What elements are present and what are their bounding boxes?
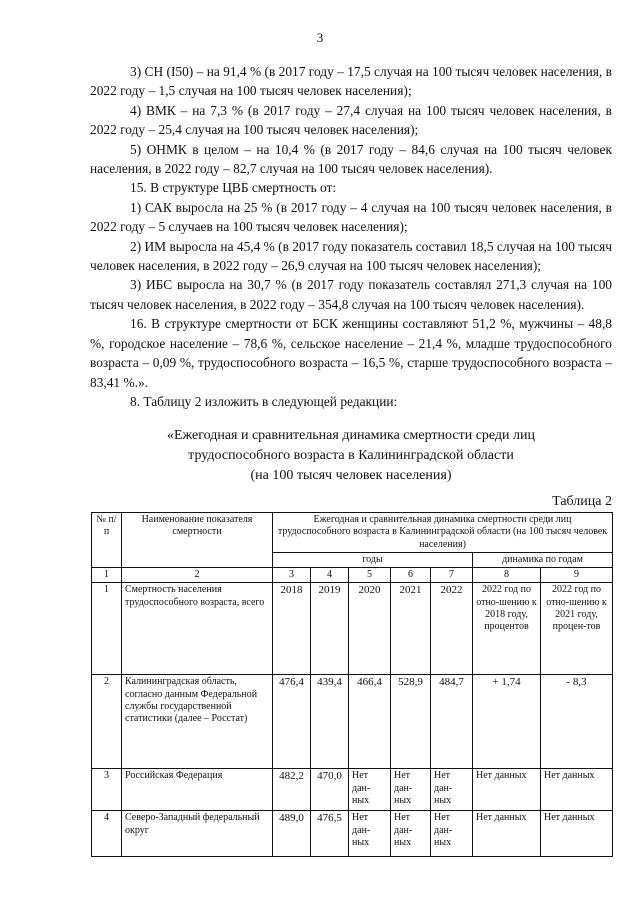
row-name: Смертность населения трудоспособного возраста, всего: [122, 583, 273, 675]
cell-2020: Нет дан-ных: [349, 811, 391, 857]
cell-2022: 2022: [431, 583, 473, 675]
paragraph: 3) СН (I50) – на 91,4 % (в 2017 году – 17,5 случая на 100 тысяч человек населения, в 2022 году – 1,5 случая на 100 тысяч человек населения);: [90, 64, 612, 99]
title-line: «Ежегодная и сравнительная динамика смертности среди лиц: [166, 428, 536, 443]
header-row: [92, 513, 613, 553]
col-number: 2: [122, 568, 273, 583]
cell-2018: 476,4: [273, 675, 311, 769]
col-number: 1: [92, 568, 122, 583]
cell-2021: Нет дан-ных: [391, 769, 431, 811]
paragraph: 3) ИБС выросла на 30,7 % (в 2017 году показатель составлял 271,3 случая на 100 тысяч человек населения, в 2022 году – 354,8 случая на 100 тысяч человек населения).: [90, 277, 612, 312]
mortality-table: [91, 512, 613, 857]
cell-2020: 466,4: [349, 675, 391, 769]
cell-2022: Нет дан-ных: [431, 811, 473, 857]
cell-2019: 2019: [311, 583, 349, 675]
col-number: 9: [541, 568, 613, 583]
col-number: 3: [273, 568, 311, 583]
col-number: 4: [311, 568, 349, 583]
cell-2020: Нет дан-ных: [349, 769, 391, 811]
cell-2022: Нет дан-ных: [431, 769, 473, 811]
paragraph: 8. Таблицу 2 изложить в следующей редакции:: [130, 393, 398, 409]
cell-dynamics-2018: Нет данных: [473, 811, 541, 857]
title-line: (на 100 тысяч человек населения): [250, 468, 452, 483]
paragraph: 4) ВМК – на 7,3 % (в 2017 году – 27,4 случая на 100 тысяч человек населения, в 2022 году – 25,4 случая на 100 тысяч человек населения);: [90, 102, 612, 138]
cell-2018: 482,2: [273, 769, 311, 811]
page-number: 3: [316, 30, 324, 45]
table-label: Таблица 2: [552, 494, 612, 509]
cell-2021: 528,9: [391, 675, 431, 769]
header-years: годы: [273, 552, 473, 567]
header-name: Наименование показателя смертности: [122, 513, 273, 568]
row-name: Северо-Западный федеральный округ: [122, 811, 273, 857]
row-name: Калининградская область, согласно данным Федеральной службы государственной статистики (далее – Росстат): [122, 675, 273, 769]
cell-2020: 2020: [349, 583, 391, 675]
cell-2018: 2018: [273, 583, 311, 675]
paragraph: 15. В структуре ЦВБ смертность от:: [130, 180, 337, 196]
cell-dynamics-2018: 2022 год по отно-шению к 2018 году, процентов: [473, 583, 541, 675]
cell-2019: 470,0: [311, 769, 349, 811]
paragraph: 16. В структуре смертности от БСК женщины составляют 51,2 %, мужчины – 48,8 %, городское население – 78,6 %, сельское население – 21,4 %, младше трудоспособного возраста – 0,09 %, трудоспособного возраста – 16,5 %, старше трудоспособного возраста – 83,41 %.».: [90, 316, 612, 390]
header-num: № п/п: [92, 513, 122, 568]
paragraph: 5) ОНМК в целом – на 10,4 % (в 2017 году – 84,6 случая на 100 тысяч человек населения, в 2022 году – 82,7 случая на 100 тысяч человек населения).: [90, 141, 612, 177]
row-num: 3: [92, 769, 122, 811]
cell-2018: 489,0: [273, 811, 311, 857]
table-row: [92, 675, 613, 769]
table-row: [92, 769, 613, 811]
cell-2019: 476,5: [311, 811, 349, 857]
cell-dynamics-2021: 2022 год по отно-шению к 2021 году, процен-тов: [541, 583, 613, 675]
paragraph: 1) САК выросла на 25 % (в 2017 году – 4 случая на 100 тысяч человек населения, в 2022 году – 5 случаев на 100 тысяч человек населения);: [90, 199, 612, 235]
row-num: 4: [92, 811, 122, 857]
cell-dynamics-2021: Нет данных: [541, 811, 613, 857]
table-row: [92, 583, 613, 675]
cell-dynamics-2018: + 1,74: [473, 675, 541, 769]
col-number: 7: [431, 568, 473, 583]
title-line: трудоспособного возраста в Калининградской области: [188, 448, 514, 463]
cell-dynamics-2018: Нет данных: [473, 769, 541, 811]
cell-dynamics-2021: - 8,3: [541, 675, 613, 769]
table-title: [90, 426, 612, 486]
header-group: Ежегодная и сравнительная динамика смертности среди лиц трудоспособного возраста в Калининградской области (на 100 тысяч человек населения): [273, 513, 613, 553]
row-num: 1: [92, 583, 122, 675]
col-number: 6: [391, 568, 431, 583]
column-number-row: [92, 568, 613, 583]
body-text: [90, 62, 612, 411]
cell-2021: Нет дан-ных: [391, 811, 431, 857]
table-row: [92, 811, 613, 857]
cell-dynamics-2021: Нет данных: [541, 769, 613, 811]
col-number: 8: [473, 568, 541, 583]
cell-2019: 439,4: [311, 675, 349, 769]
paragraph: 2) ИМ выросла на 45,4 % (в 2017 году показатель составил 18,5 случая на 100 тысяч человек населения, в 2022 году – 26,9 случая на 100 тысяч человек населения);: [90, 238, 612, 274]
col-number: 5: [349, 568, 391, 583]
row-num: 2: [92, 675, 122, 769]
cell-2021: 2021: [391, 583, 431, 675]
header-dynamics: динамика по годам: [473, 552, 613, 567]
cell-2022: 484,7: [431, 675, 473, 769]
row-name: Российская Федерация: [122, 769, 273, 811]
